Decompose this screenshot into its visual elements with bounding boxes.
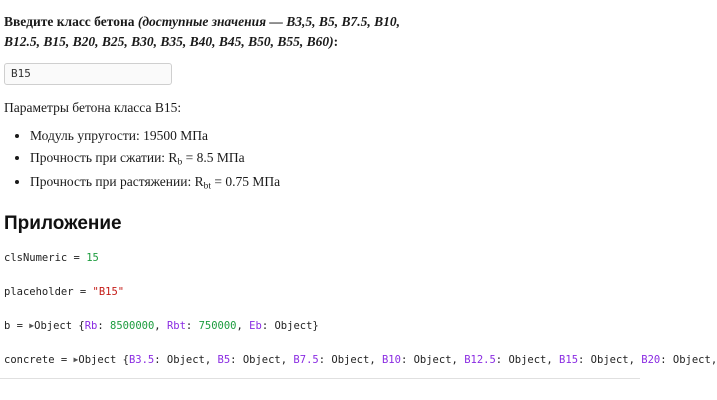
param-subscript: bt [203,181,211,192]
params-list [4,125,632,194]
concrete-class-input-row [4,63,632,85]
param-label: Прочность при сжатии: R [30,150,178,166]
console-line-concrete [4,353,717,367]
prompt-tail: : [333,34,339,50]
object-value: Object [672,354,711,367]
object-value: 8500000 [110,320,155,333]
key-sep: : [318,354,332,367]
param-value: 19500 МПа [143,128,209,144]
equals: = [10,320,30,333]
var-name: concrete [4,354,55,367]
key-sep: : [154,354,167,367]
object-key: B12.5 [464,354,496,367]
expand-triangle-icon[interactable]: ▶ [29,321,35,331]
var-name: clsNumeric [4,251,68,264]
object-key: B3.5 [128,354,155,367]
key-sep: : [400,354,414,367]
concrete-class-input[interactable] [4,63,172,85]
comma: , [236,320,250,333]
equals: = [54,354,74,367]
prompt-lead: Введите класс бетона [4,14,138,29]
object-value: Object [242,354,281,367]
list-item [30,125,632,147]
object-value: Object [331,354,370,367]
object-key: B10 [381,354,401,367]
comma: , [204,354,218,367]
comma: , [546,354,560,367]
object-value: Object [166,354,205,367]
page-title: Приложение [4,212,122,234]
object-key: Rbt [166,320,186,333]
object-value: 750000 [198,320,237,333]
brace-open: { [122,354,129,367]
var-name: b [4,320,11,333]
object-key: Eb [249,320,262,333]
comma: , [451,354,465,367]
object-key: B5 [217,354,231,367]
brace-close: } [312,320,319,333]
object-key: B15 [559,354,579,367]
prompt-text [4,12,424,53]
console-line-b [4,319,632,333]
object-value: Object [413,354,452,367]
object-key: Rb [84,320,98,333]
equals: = [73,285,93,298]
prompt-available-values: (доступные значения — B3,5, B5, B7.5, B10, B12.5, B15, B20, B25, B30, B35, B40, B45, B50, B55, B60) [4,14,400,50]
footer-divider [0,378,640,379]
comma: , [628,354,642,367]
object-value: Object [590,354,629,367]
comma: , [710,354,717,367]
object-value: Object [274,320,313,333]
key-sep: : [660,354,673,367]
param-label: Прочность при растяжении: R [30,174,204,189]
param-value: = 0.75 МПа [211,174,281,189]
var-name: placeholder [4,285,74,298]
brace-open: { [78,320,85,333]
object-key: B7.5 [293,354,319,367]
object-key: B20 [641,354,661,367]
key-sep: : [261,320,275,333]
object-label: Object [78,354,123,367]
comma: , [369,354,382,367]
list-item [30,171,632,195]
param-label: Модуль упругости: [30,128,144,144]
console-line-placeholder [4,285,632,299]
object-value: Object [508,354,547,367]
param-subscript: b [177,157,183,168]
param-value: = 8.5 МПа [182,150,245,166]
key-sep: : [230,354,243,367]
key-sep: : [185,320,199,333]
var-value: "B15" [92,285,125,298]
list-item [30,147,632,171]
var-value: 15 [86,251,99,264]
console-line-clsnumeric [4,251,632,265]
comma: , [280,354,294,367]
expand-triangle-icon[interactable]: ▶ [73,355,79,365]
object-label: Object [34,320,79,333]
key-sep: : [495,354,509,367]
comma: , [154,320,167,333]
params-title: Параметры бетона класса B15: [4,99,182,115]
equals: = [67,251,87,264]
key-sep: : [97,320,111,333]
key-sep: : [578,354,591,367]
